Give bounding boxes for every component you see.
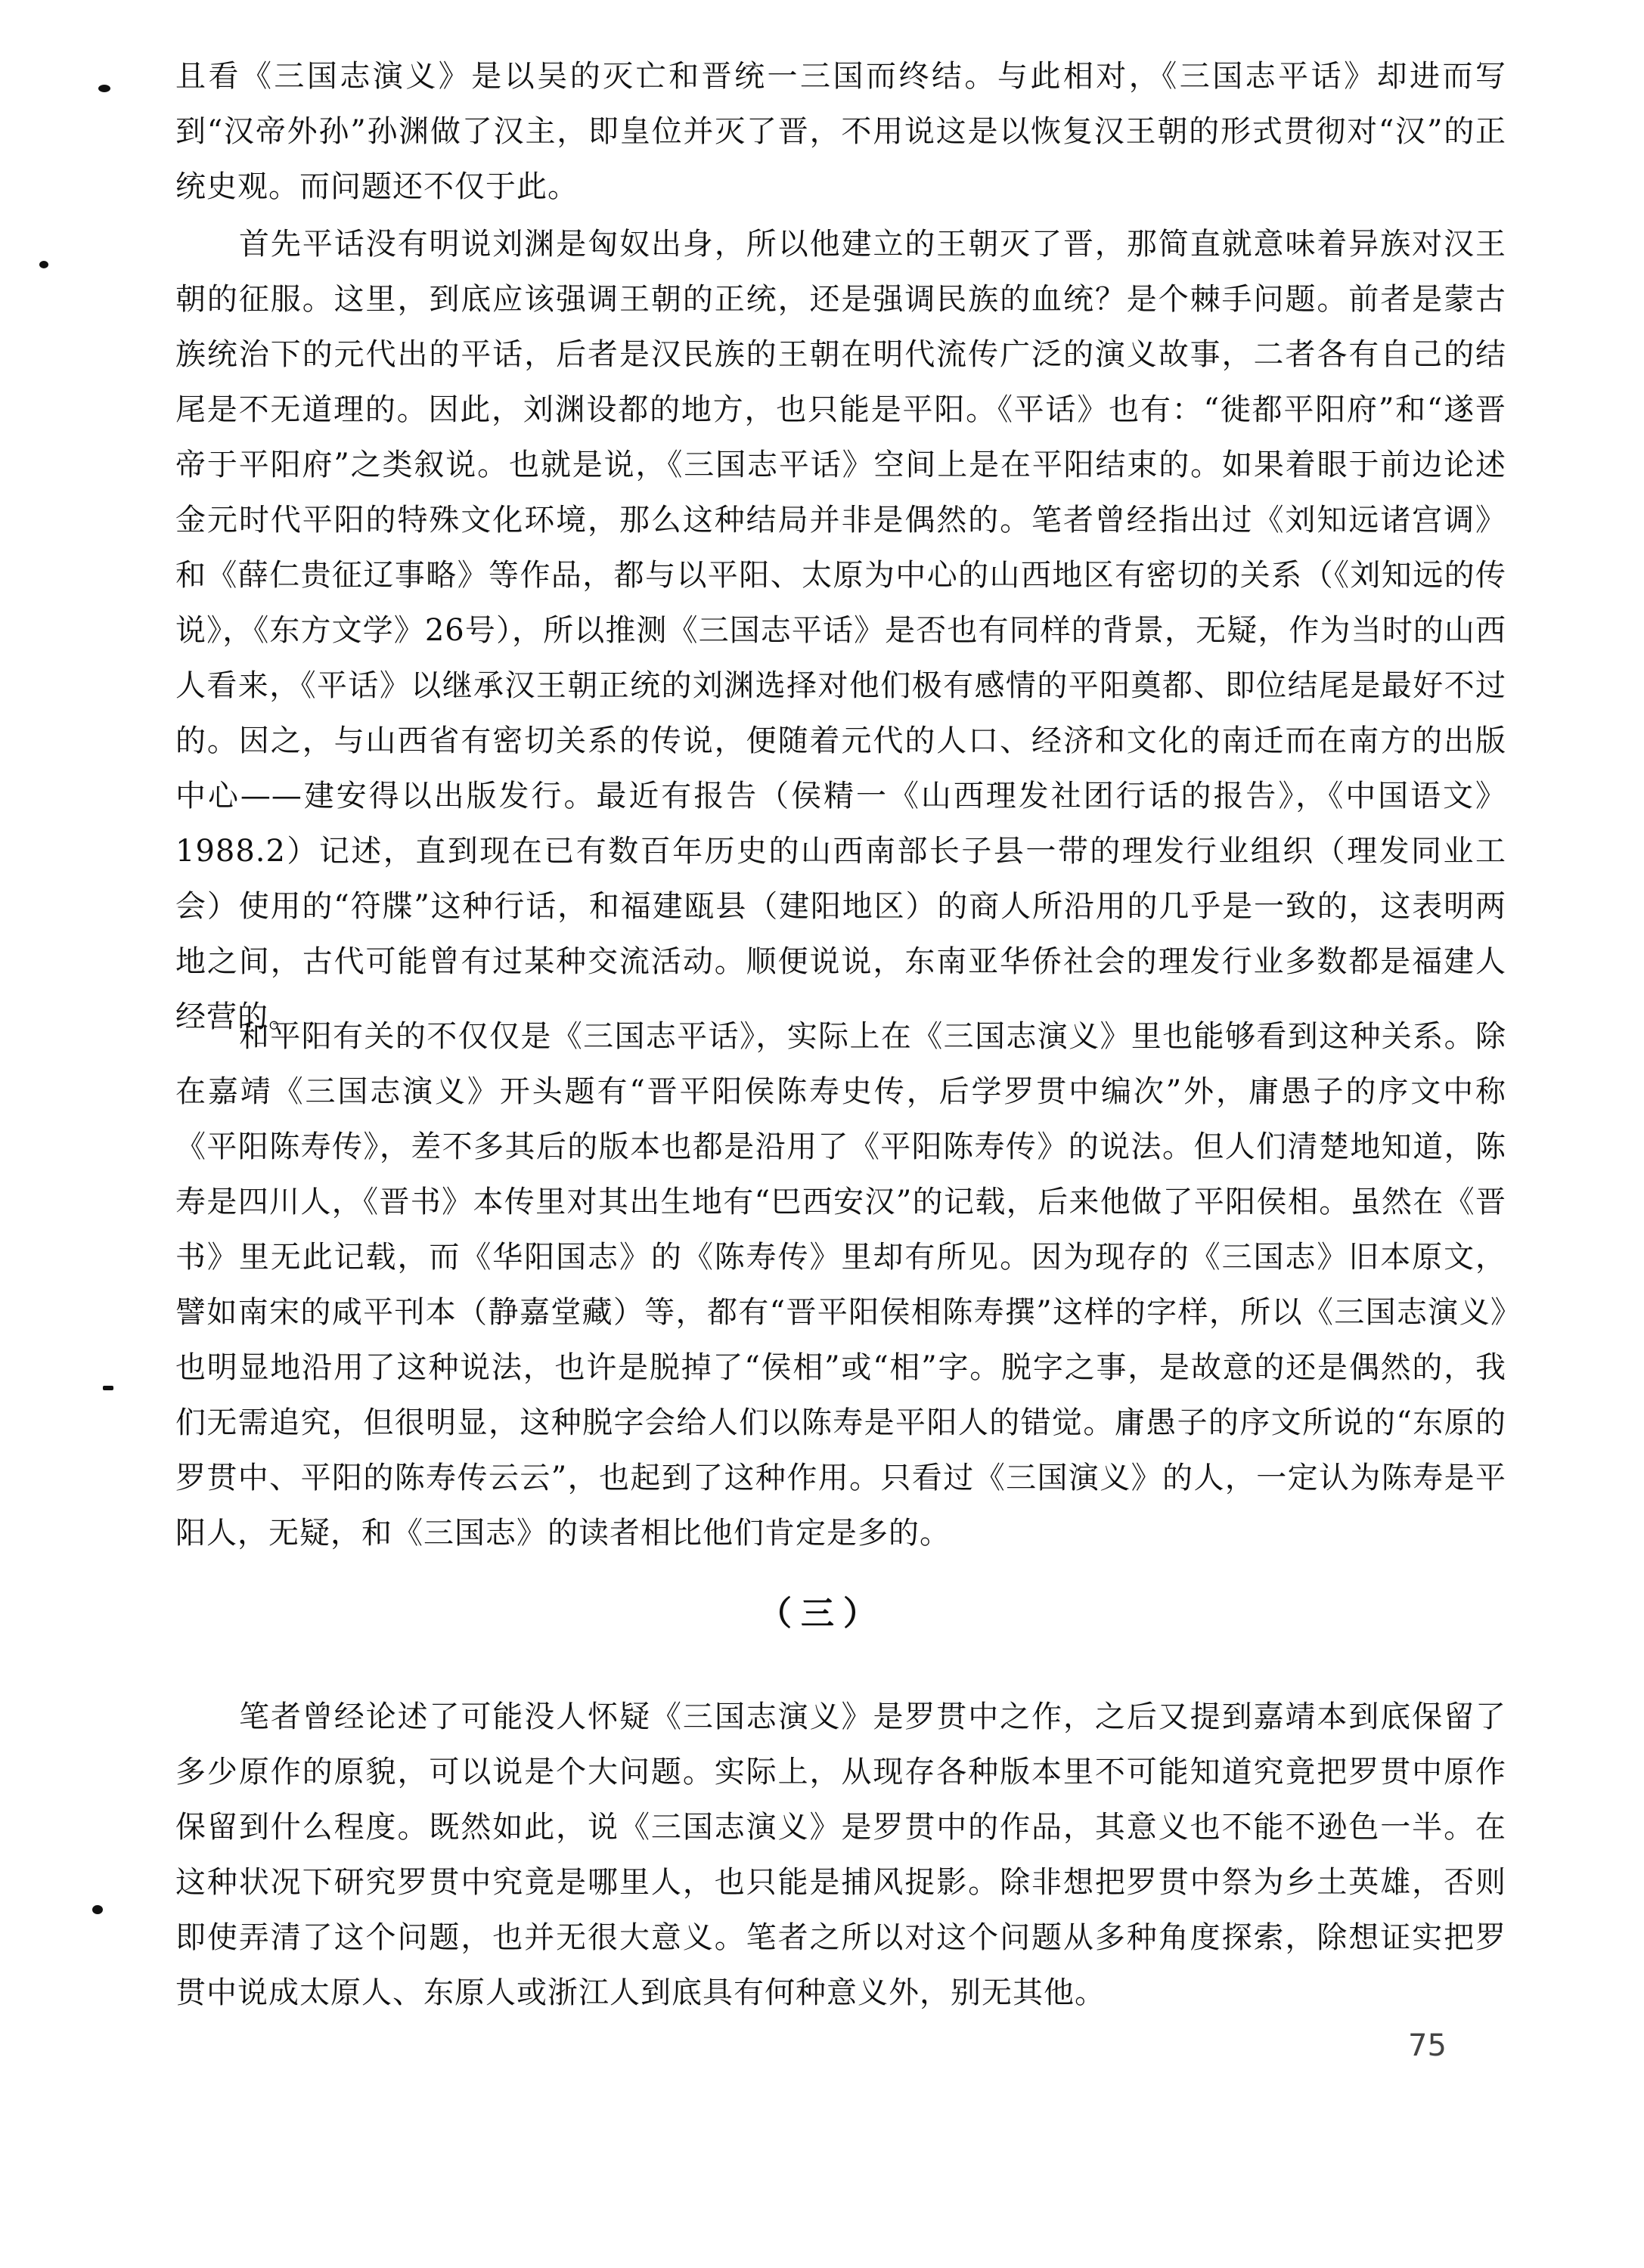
page-number: 75 — [1408, 2028, 1447, 2063]
scan-mark — [39, 261, 48, 268]
paragraph: 笔者曾经论述了可能没人怀疑《三国志演义》是罗贯中之作，之后又提到嘉靖本到底保留了多少原作的原貌，可以说是个大问题。实际上，从现存各种版本里不可能知道究竟把罗贯中原作保留到什么程度。既然如此，说《三国志演义》是罗贯中的作品，其意义也不能不逊色一半。在这种状况下研究罗贯中究竟是哪里人，也只能是捕风捉影。除非想把罗贯中祭为乡土英雄，否则即使弄清了这个问题，也并无很大意义。笔者之所以对这个问题从多种角度探索，除想证实把罗贯中说成太原人、东原人或浙江人到底具有何种意义外，别无其他。 — [175, 1699, 1506, 2010]
paragraph: 和平阳有关的不仅仅是《三国志平话》，实际上在《三国志演义》里也能够看到这种关系。除在嘉靖《三国志演义》开头题有“晋平阳侯陈寿史传，后学罗贯中编次”外，庸愚子的序文中称《平阳陈寿传》，差不多其后的版本也都是沿用了《平阳陈寿传》的说法。但人们清楚地知道，陈寿是四川人，《晋书》本传里对其出生地有“巴西安汉”的记载，后来他做了平阳侯相。虽然在《晋书》里无此记载，而《华阳国志》的《陈寿传》里却有所见。因为现存的《三国志》旧本原文，譬如南宋的咸平刊本（静嘉堂藏）等，都有“晋平阳侯相陈寿撰”这样的字样，所以《三国志演义》也明显地沿用了这种说法，也许是脱掉了“侯相”或“相”字。脱字之事，是故意的还是偶然的，我们无需追究，但很明显，这种脱字会给人们以陈寿是平阳人的错觉。庸愚子的序文所说的“东原的罗贯中、平阳的陈寿传云云”，也起到了这种作用。只看过《三国演义》的人，一定认为陈寿是平阳人，无疑，和《三国志》的读者相比他们肯定是多的。 — [175, 1019, 1506, 1551]
scan-mark — [92, 1905, 103, 1914]
paragraph: 首先平话没有明说刘渊是匈奴出身，所以他建立的王朝灭了晋，那简直就意味着异族对汉王朝的征服。这里，到底应该强调王朝的正统，还是强调民族的血统？是个棘手问题。前者是蒙古族统治下的元代出的平话，后者是汉民族的王朝在明代流传广泛的演义故事，二者各有自己的结尾是不无道理的。因此，刘渊设都的地方，也只能是平阳。《平话》也有：“徙都平阳府”和“遂晋帝于平阳府”之类叙说。也就是说，《三国志平话》空间上是在平阳结束的。如果着眼于前边论述金元时代平阳的特殊文化环境，那么这种结局并非是偶然的。笔者曾经指出过《刘知远诸宫调》和《薛仁贵征辽事略》等作品，都与以平阳、太原为中心的山西地区有密切的关系（《刘知远的传说》，《东方文学》26号），所以推测《三国志平话》是否也有同样的背景，无疑，作为当时的山西人看来，《平话》以继承汉王朝正统的刘渊选择对他们极有感情的平阳奠都、即位结尾是最好不过的。因之，与山西省有密切关系的传说，便随着元代的人口、经济和文化的南迁而在南方的出版中心——建安得以出版发行。最近有报告（侯精一《山西理发社团行话的报告》，《中国语文》1988.2）记述，直到现在已有数百年历史的山西南部长子县一带的理发行业组织（理发同业工会）使用的“符牒”这种行话，和福建瓯县（建阳地区）的商人所沿用的几乎是一致的，这表明两地之间，古代可能曾有过某种交流活动。顺便说说，东南亚华侨社会的理发行业多数都是福建人经营的。 — [175, 227, 1506, 1034]
section-heading: （三） — [758, 1594, 886, 1633]
paragraph: 且看《三国志演义》是以吴的灭亡和晋统一三国而终结。与此相对，《三国志平话》却进而写到“汉帝外孙”孙渊做了汉主，即皇位并灭了晋，不用说这是以恢复汉王朝的形式贯彻对“汉”的正统史观。而问题还不仅于此。 — [175, 59, 1506, 204]
scan-mark — [103, 1386, 113, 1390]
scan-mark — [98, 85, 110, 92]
